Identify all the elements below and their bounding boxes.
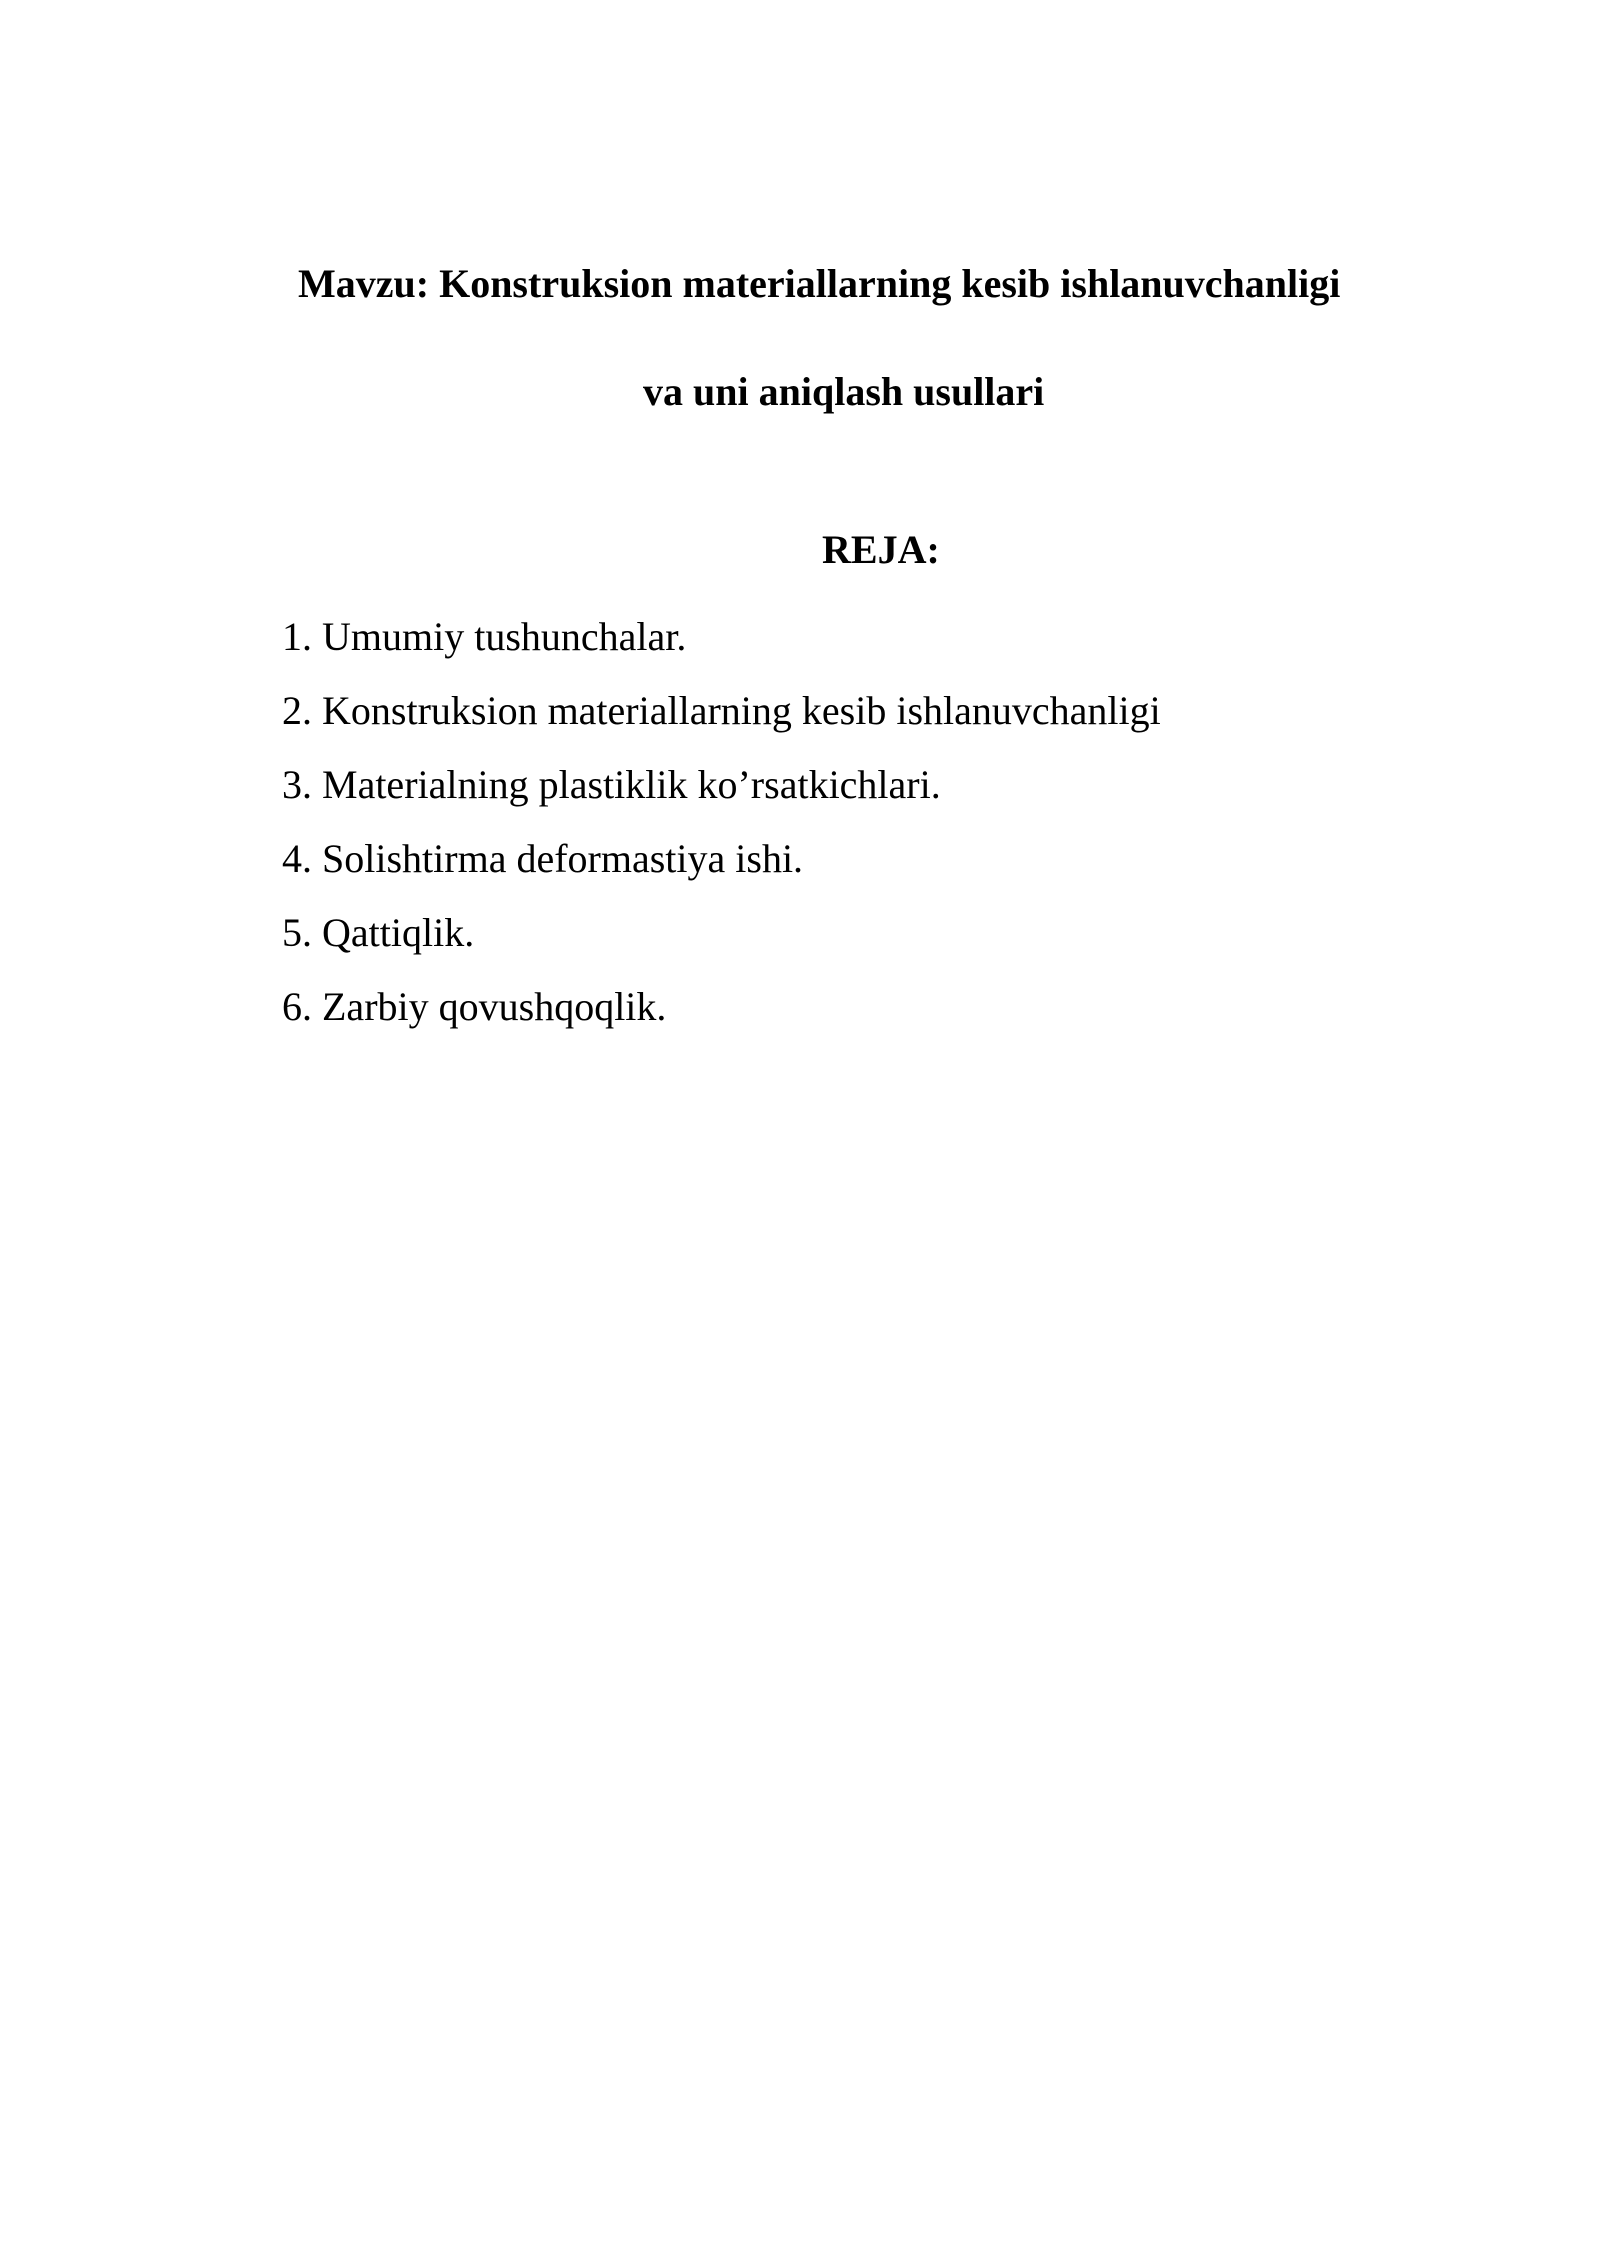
plan-item: 2. Konstruksion materiallarning kesib ishlanuvchanligi bbox=[282, 688, 1161, 733]
plan-item: 4. Solishtirma deformastiya ishi. bbox=[282, 836, 804, 881]
plan-list bbox=[282, 600, 1161, 1044]
document-title-line-1: Mavzu: Konstruksion materiallarning kesib ishlanuvchanligi bbox=[298, 261, 1341, 306]
document-title-line-2: va uni aniqlash usullari bbox=[643, 369, 1045, 414]
plan-item: 3. Materialning plastiklik ko’rsatkichlari. bbox=[282, 762, 941, 807]
plan-item: 6. Zarbiy qovushqoqlik. bbox=[282, 984, 667, 1029]
plan-item: 1. Umumiy tushunchalar. bbox=[282, 614, 687, 659]
plan-heading: REJA: bbox=[822, 527, 940, 572]
plan-item: 5. Qattiqlik. bbox=[282, 910, 475, 955]
